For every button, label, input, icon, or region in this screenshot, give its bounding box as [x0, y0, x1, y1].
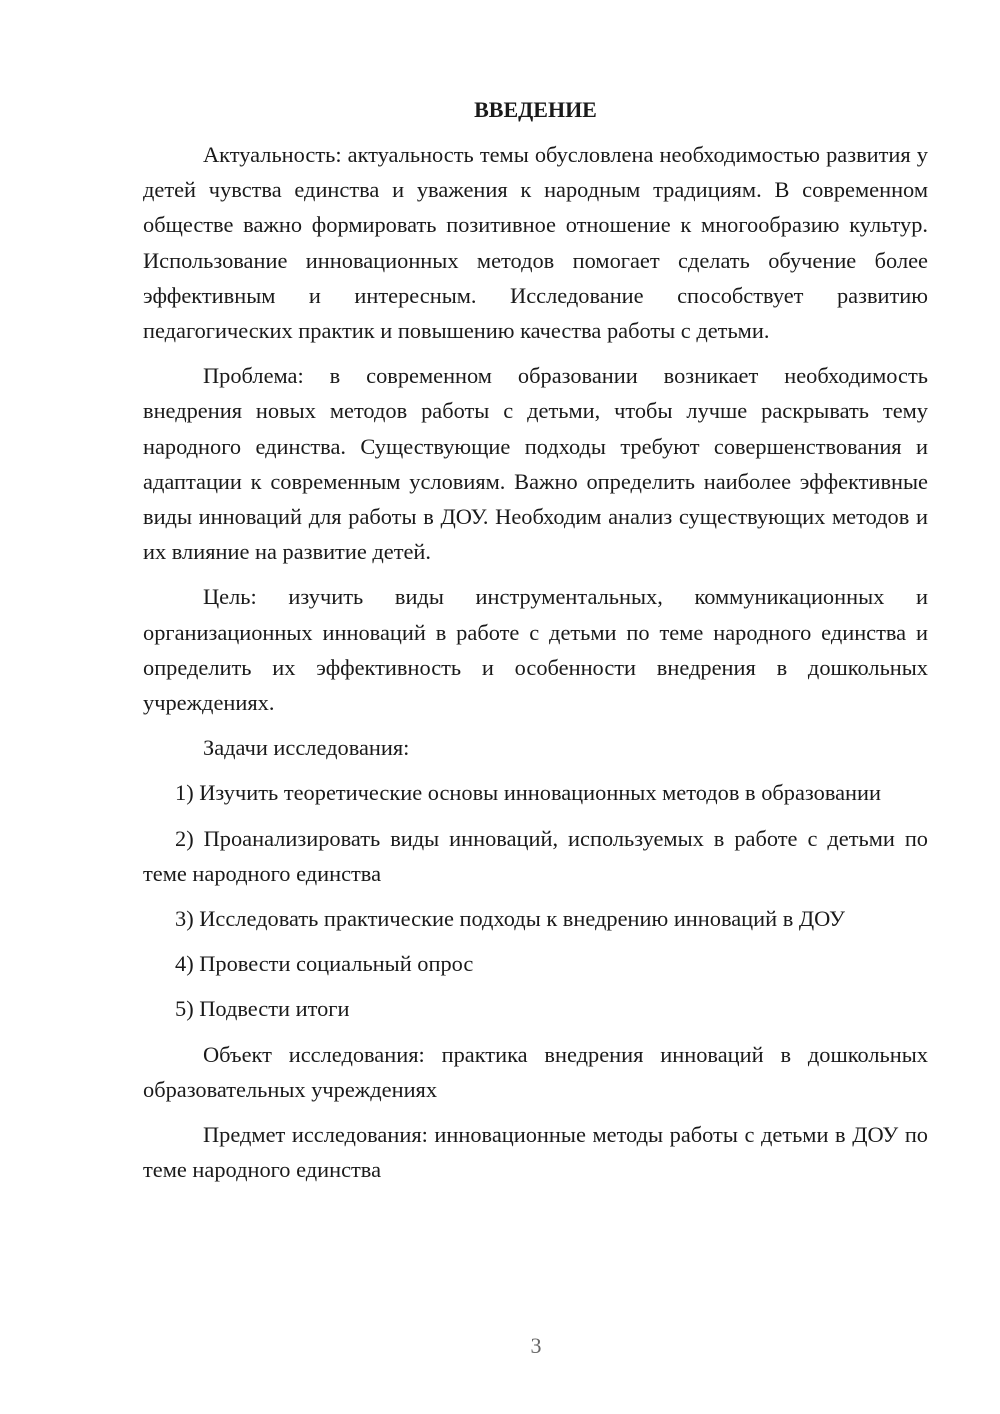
paragraph-subject: Предмет исследования: инновационные методы работы с детьми в ДОУ по теме народного единства [143, 1122, 928, 1183]
paragraph-goal: Цель: изучить виды инструментальных, коммуникационных и организационных инноваций в работе с детьми по теме народного единства и определить их эффективность и особенности внедрения в дошкольных учреждениях. [143, 584, 928, 716]
document-page [143, 92, 928, 1187]
list-item-task-5: 5) Подвести итоги [175, 996, 350, 1022]
page-number: 3 [530, 1333, 542, 1358]
list-item-task-3: 3) Исследовать практические подходы к внедрению инноваций в ДОУ [175, 906, 845, 932]
list-item-task-2: 2) Проанализировать виды инноваций, используемых в работе с детьми по теме народного единства [143, 825, 928, 886]
list-item-task-4: 4) Провести социальный опрос [175, 951, 474, 977]
list-item-task-1: 1) Изучить теоретические основы инновационных методов в образовании [175, 780, 882, 806]
paragraph-relevance: Актуальность: актуальность темы обусловлена необходимостью развития у детей чувства единства и уважения к народным традициям. В современном обществе важно формировать позитивное отношение к многообразию культур. Использование инновационных методов помогает сделать обучение более эффективным и интересным. Исследование способствует развитию педагогических практик и повышению качества работы с детьми. [143, 142, 928, 344]
paragraph-object: Объект исследования: практика внедрения инноваций в дошкольных образовательных учреждениях [143, 1041, 928, 1102]
paragraph-problem: Проблема: в современном образовании возникает необходимость внедрения новых методов работы с детьми, чтобы лучше раскрывать тему народного единства. Существующие подходы требуют совершенствования и адаптации к современным условиям. Важно определить наиболее эффективные виды инноваций для работы в ДОУ. Необходим анализ существующих методов и их влияние на развитие детей. [143, 363, 928, 565]
document-title: ВВЕДЕНИЕ [474, 97, 597, 122]
paragraph-tasks-heading: Задачи исследования: [203, 735, 410, 761]
